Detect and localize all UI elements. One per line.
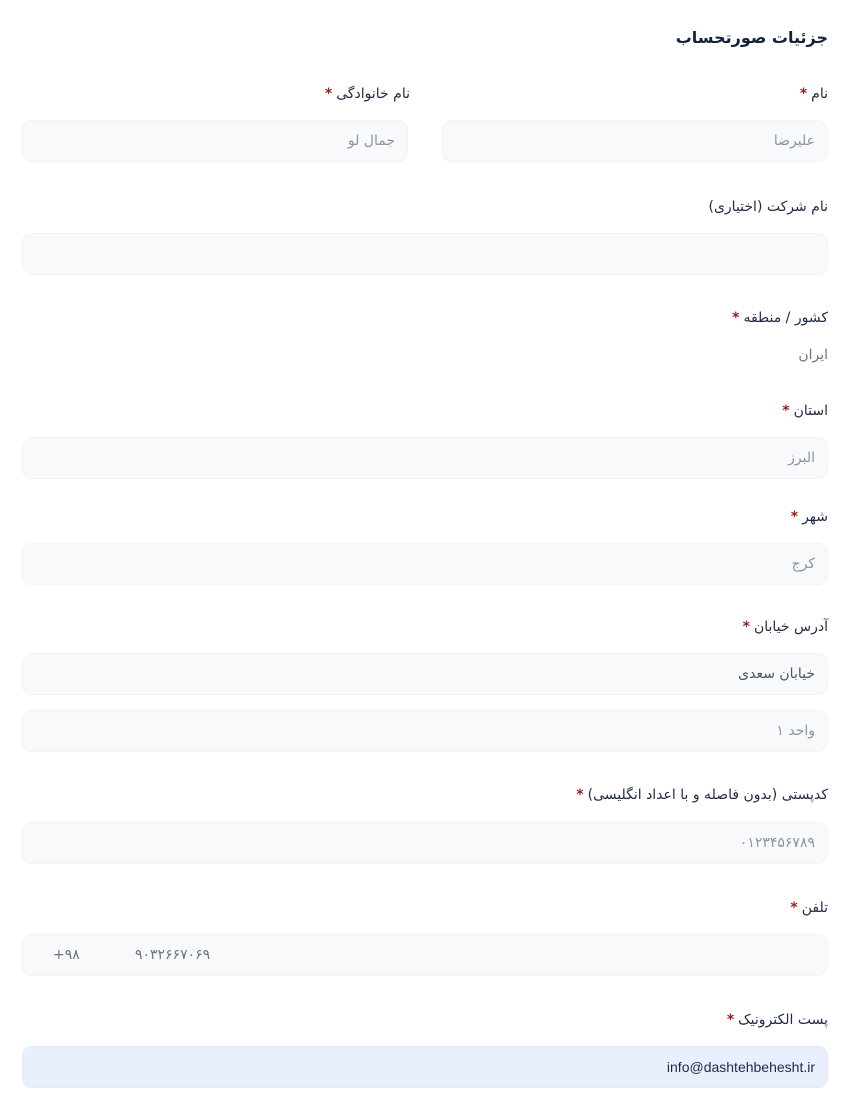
email-label-text: پست الکترونیک bbox=[738, 1012, 828, 1028]
first-name-value: علیرضا bbox=[773, 133, 815, 149]
province-label-text: استان bbox=[793, 403, 828, 419]
phone-label-text: تلفن bbox=[801, 900, 828, 916]
phone-input[interactable] bbox=[22, 934, 828, 976]
phone-number-value: ۹۰۳۲۶۶۷۰۶۹ bbox=[135, 947, 211, 963]
city-label-text: شهر bbox=[802, 509, 828, 525]
country-value: ایران bbox=[798, 347, 828, 363]
province-label bbox=[782, 403, 828, 419]
first-name-input[interactable] bbox=[442, 120, 828, 162]
company-label bbox=[709, 199, 829, 215]
province-value: البرز bbox=[788, 450, 815, 466]
last-name-value: جمال لو bbox=[347, 133, 395, 149]
postcode-input[interactable] bbox=[22, 822, 828, 864]
required-marker: * bbox=[732, 310, 740, 326]
postcode-value: ۰۱۲۳۴۵۶۷۸۹ bbox=[739, 835, 815, 851]
street-label bbox=[743, 619, 828, 635]
first-name-label bbox=[800, 86, 828, 102]
email-input[interactable] bbox=[22, 1046, 828, 1088]
last-name-label bbox=[325, 86, 410, 102]
country-label bbox=[732, 310, 828, 326]
phone-label bbox=[790, 900, 828, 916]
province-input[interactable] bbox=[22, 437, 828, 479]
required-marker: * bbox=[790, 900, 798, 916]
postcode-label-text: کدپستی (بدون فاصله و با اعداد انگلیسی) bbox=[587, 787, 828, 803]
street-line2-value: واحد ۱ bbox=[776, 723, 815, 739]
country-label-text: کشور / منطقه bbox=[743, 310, 828, 326]
email-label bbox=[727, 1012, 828, 1028]
street-label-text: آدرس خیابان bbox=[753, 619, 828, 635]
section-title: جزئیات صورتحساب bbox=[675, 28, 828, 47]
phone-country-code[interactable]: +۹۸ bbox=[53, 947, 80, 963]
last-name-label-text: نام خانوادگی bbox=[336, 86, 410, 102]
last-name-input[interactable] bbox=[22, 120, 408, 162]
company-input[interactable] bbox=[22, 233, 828, 275]
required-marker: * bbox=[324, 86, 333, 102]
required-marker: * bbox=[782, 403, 790, 419]
required-marker: * bbox=[742, 619, 750, 635]
street-line2-input[interactable] bbox=[22, 710, 828, 752]
postcode-label bbox=[576, 787, 828, 803]
required-marker: * bbox=[726, 1012, 735, 1028]
email-value: info@dashtehbehesht.ir bbox=[666, 1059, 815, 1075]
city-input[interactable] bbox=[22, 543, 828, 585]
street-line1-value: خیابان سعدی bbox=[738, 666, 815, 682]
required-marker: * bbox=[576, 787, 584, 803]
required-marker: * bbox=[790, 509, 799, 525]
company-label-text: نام شرکت (اختیاری) bbox=[708, 199, 828, 215]
street-line1-input[interactable] bbox=[22, 653, 828, 695]
city-value: کرج bbox=[791, 556, 815, 572]
city-label bbox=[791, 509, 828, 525]
required-marker: * bbox=[799, 86, 808, 102]
first-name-label-text: نام bbox=[811, 86, 828, 102]
